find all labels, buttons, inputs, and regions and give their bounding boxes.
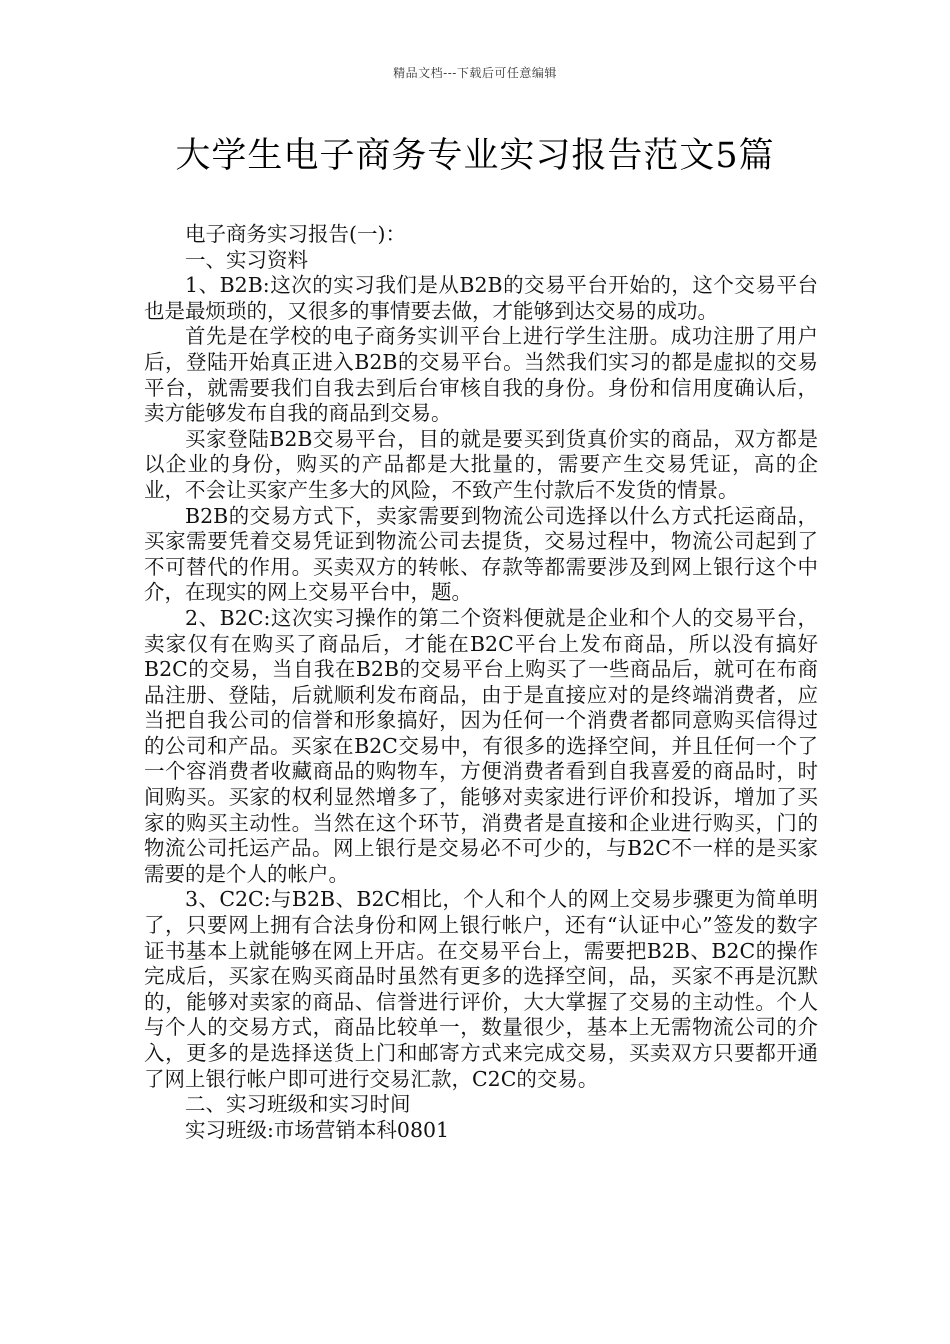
- section-heading-internship-content: 一、实习资料: [185, 247, 308, 272]
- page-header: 精品文档---下载后可任意编辑: [393, 66, 557, 80]
- paragraph-b2b-intro: 1、B2B:这次的实习我们是从B2B的交易平台开始的，这个交易平台也是最烦琐的，又很多的事情要去做，才能够到达交易的成功。: [144, 273, 818, 323]
- paragraph-c2c: 3、C2C:与B2B、B2C相比，个人和个人的网上交易步骤更为简单明了，只要网上拥有合法身份和网上银行帐户，还有“认证中心”签发的数字证书基本上就能够在网上开店。在交易平台上，需要把B2B、B2C的操作完成后，买家在购买商品时虽然有更多的选择空间，品，买家不再是沉默的，能够对卖家的商品、信誉进行评价，大大掌握了交易的主动性。个人与个人的交易方式，商品比较单一，数量很少，基本上无需物流公司的介入，更多的是选择送货上门和邮寄方式来完成交易，买卖双方只要都开通了网上银行帐户即可进行交易汇款，C2C的交易。: [144, 887, 818, 1091]
- document-body: [144, 222, 818, 1143]
- paragraph-b2c: 2、B2C:这次实习操作的第二个资料便就是企业和个人的交易平台，卖家仅有在购买了商品后，才能在B2C平台上发布商品，所以没有搞好B2C的交易，当自我在B2B的交易平台上购买了一些商品后，就可在布商品注册、登陆，后就顺利发布商品，由于是直接应对的是终端消费者，应当把自我公司的信誉和形象搞好，因为任何一个消费者都同意购买信得过的公司和产品。买家在B2C交易中，有很多的选择空间，并且任何一个了一个容消费者收藏商品的购物车，方便消费者看到自我喜爱的商品时，时间购买。买家的权利显然增多了，能够对卖家进行评价和投诉，增加了买家的购买主动性。当然在这个环节，消费者是直接和企业进行购买，门的物流公司托运产品。网上银行是交易必不可少的，与B2C不一样的是买家需要的是个人的帐户。: [144, 605, 818, 886]
- paragraph-class: 实习班级:市场营销本科0801: [185, 1117, 450, 1142]
- section-heading-class-and-time: 二、实习班级和实习时间: [185, 1092, 411, 1117]
- paragraph-registration: 首先是在学校的电子商务实训平台上进行学生注册。成功注册了用户后，登陆开始真正进入B2B的交易平台。当然我们实习的都是虚拟的交易平台，就需要我们自我去到后台审核自我的身份。身份和信用度确认后，卖方能够发布自我的商品到交易。: [144, 324, 818, 426]
- paragraph-b2b-logistics: B2B的交易方式下，卖家需要到物流公司选择以什么方式托运商品，买家需要凭着交易凭证到物流公司去提货，交易过程中，物流公司起到了不可替代的作用。买卖双方的转帐、存款等都需要涉及到网上银行这个中介，在现实的网上交易平台中，题。: [144, 503, 818, 605]
- document-title: 大学生电子商务专业实习报告范文5篇: [175, 136, 775, 176]
- section-heading-report-one: 电子商务实习报告(一)：: [185, 222, 406, 246]
- paragraph-buyer-login: 买家登陆B2B交易平台，目的就是要买到货真价实的商品，双方都是以企业的身份，购买的产品都是大批量的，需要产生交易凭证，高的企业，不会让买家产生多大的风险，不致产生付款后不发货的情景。: [144, 426, 818, 502]
